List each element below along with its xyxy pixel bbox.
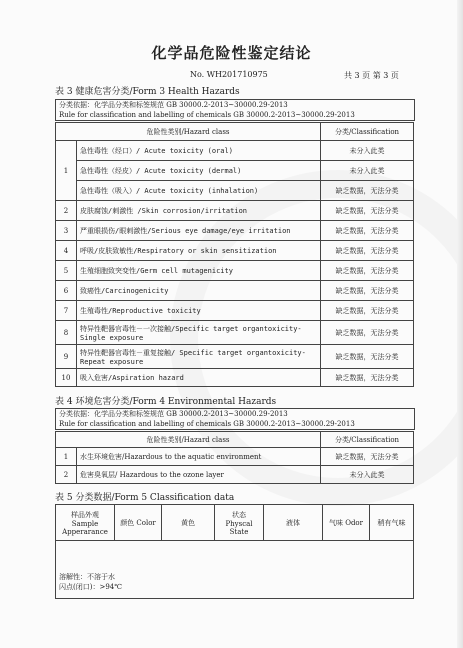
form3-row-hazard: 生殖毒性/Reproductive toxicity [77,301,321,321]
color-value: 黄色 [162,505,215,541]
form3-row-num: 8 [56,321,77,345]
form5-notes [56,541,414,599]
form4-basis [55,408,415,430]
sample-appearance-label: 样品外观 Sample Apperarance [56,505,115,541]
form3-row-class: 缺乏数据，无法分类 [321,301,414,321]
form3-row-class: 未分入此类 [321,161,414,181]
form3-row-hazard: 急性毒性（吸入）/ Acute toxicity (inhalation) [77,181,321,201]
form3-row-num: 5 [56,261,77,281]
form3-row-class: 未分入此类 [321,141,414,161]
form4-basis-cn: 分类依据：化学品分类和标签规范 GB 30000.2-2013~30000.29-2013 [59,410,288,418]
form3-col-hazard: 危险性类别/Hazard class [56,123,321,141]
odor-label: 气味 Odor [323,505,370,541]
form4-col-hazard: 危险性类别/Hazard class [56,432,321,448]
form3-table [55,122,414,387]
form5-heading: 表 5 分类数据/Form 5 Classification data [55,493,235,503]
form3-row-hazard: 严重眼损伤/眼刺激性/Serious eye damage/eye irritation [77,221,321,241]
form3-row-class: 缺乏数据，无法分类 [321,281,414,301]
form3-row-hazard: 呼吸/皮肤致敏性/Respiratory or skin sensitization [77,241,321,261]
form3-row-hazard: 皮肤腐蚀/刺激性 /Skin corrosion/irritation [77,201,321,221]
form3-row-num: 4 [56,241,77,261]
form3-row-class: 缺乏数据，无法分类 [321,321,414,345]
form3-row-class: 缺乏数据，无法分类 [321,241,414,261]
report-number: No. WH201710975 [190,70,268,79]
form3-row-class: 缺乏数据，无法分类 [321,221,414,241]
form3-row-class: 缺乏数据，无法分类 [321,345,414,369]
form4-row-hazard: 水生环境危害/Hazardous to the aquatic environment [77,448,321,466]
form3-row-num: 3 [56,221,77,241]
form3-row-num: 7 [56,301,77,321]
form3-basis-cn: 分类依据：化学品分类和标签规范 GB 30000.2-2013~30000.29-2013 [59,101,288,109]
form4-row-num: 2 [56,466,77,484]
form3-row-hazard: 吸入危害/Aspiration hazard [77,369,321,387]
form3-row-hazard: 特异性靶器官毒性－一次接触/Specific target organtoxicity-Single exposure [77,321,321,345]
solubility-text: 溶解性：不溶于水 [59,573,115,581]
form3-col-class: 分类/Classification [321,123,414,141]
page-info: 共 3 页 第 3 页 [344,71,399,80]
state-value: 液体 [264,505,323,541]
form3-row-num: 10 [56,369,77,387]
form3-row-hazard: 急性毒性（经皮）/ Acute toxicity (dermal) [77,161,321,181]
state-label: 状态 Physcal State [215,505,264,541]
form3-row-num: 2 [56,201,77,221]
form3-row-class: 缺乏数据，无法分类 [321,181,414,201]
form4-row-hazard: 危害臭氧层/ Hazardous to the ozone layer [77,466,321,484]
form4-basis-en: Rule for classification and labelling of chemicals GB 30000.2-2013~30000.29-2013 [59,420,355,428]
form3-row-num: 1 [56,141,77,201]
form3-row-hazard: 特异性靶器官毒性－重复接触/ Specific target organtoxicity-Repeat exposure [77,345,321,369]
form4-row-class: 缺乏数据，无法分类 [321,448,414,466]
form3-basis [55,99,415,121]
flash-point-text: 闪点(闭口)：>94℃ [59,583,123,591]
odor-value: 稍有气味 [370,505,414,541]
form3-row-num: 6 [56,281,77,301]
form3-basis-en: Rule for classification and labelling of chemicals GB 30000.2-2013~30000.29-2013 [59,111,355,119]
form4-heading: 表 4 环境危害分类/Form 4 Environmental Hazards [55,397,277,407]
form3-row-class: 缺乏数据，无法分类 [321,369,414,387]
form3-row-hazard: 生殖细胞致突变性/Germ cell mutagenicity [77,261,321,281]
form3-row-class: 缺乏数据，无法分类 [321,261,414,281]
document-title: 化学品危险性鉴定结论 [151,44,312,62]
form4-row-class: 未分入此类 [321,466,414,484]
form5-table [55,504,414,599]
form3-heading: 表 3 健康危害分类/Form 3 Health Hazards [55,87,240,97]
form3-row-class: 缺乏数据，无法分类 [321,201,414,221]
form3-row-hazard: 急性毒性（经口）/ Acute toxicity (oral) [77,141,321,161]
form3-row-num: 9 [56,345,77,369]
color-label: 颜色 Color [115,505,162,541]
form3-row-hazard: 致癌性/Carcinogenicity [77,281,321,301]
page-edge [457,0,463,648]
form4-table [55,431,414,484]
form4-col-class: 分类/Classification [321,432,414,448]
form4-row-num: 1 [56,448,77,466]
